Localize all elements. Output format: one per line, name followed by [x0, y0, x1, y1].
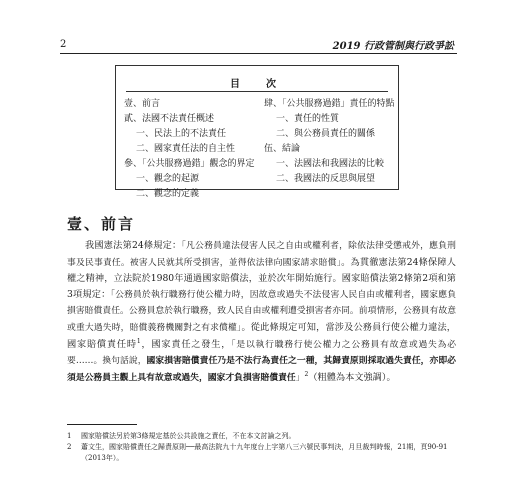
footnote-number: 2: [67, 443, 72, 451]
toc-entry: 貳、法國不法責任概述: [124, 114, 215, 124]
constitution-quote: 「凡公務員違法侵害人民之自由或權利者，除依法律受懲戒外，應負刑事及民事責任。被害人民就其所受損害，並得依法律向國家請求賠償」: [67, 241, 456, 268]
toc-entry: 二、觀念的定義: [136, 189, 200, 199]
toc-entry: 一、觀念的起源: [136, 174, 200, 184]
emphasized-quote: 國家損害賠償責任乃是不法行為責任之一種，其歸責原則採取過失責任，亦即必須是公務員主觀上具有故意或過失，國家才負損害賠償責任: [67, 356, 456, 383]
body-text: （粗體為本文強調）。: [308, 371, 396, 383]
toc-entry: 二、我國法的反思與展望: [276, 174, 376, 184]
toc-entry: 肆、「公共服務過錯」責任的特點: [264, 99, 395, 109]
body-paragraph: [67, 238, 456, 386]
toc-entry: 一、法國法和我國法的比較: [276, 159, 385, 169]
statute-quote: 「公務員於執行職務行使公權力時，因故意或過失不法侵害人民自由或權利者，國家應負損害賠償責任。公務員怠於執行職務，致人民自由或權利遭受損害者亦同。前項情形，公務員有故意或重大過失時，賠償義務機關對之有求償權」: [67, 289, 456, 333]
footnote-rule: [67, 424, 137, 425]
toc-entry: 一、責任的性質: [276, 114, 340, 124]
toc-entry: 參、「公共服務過錯」觀念的界定: [124, 159, 255, 169]
table-of-contents: [115, 65, 399, 199]
toc-divider: [126, 91, 388, 92]
footnote-number: 1: [67, 432, 72, 440]
footnote-text: 蕭文生，國家賠償責任之歸責原則──最高法院九十九年度台上字第八三六號民事判決，月旦裁判時報，21期，頁90-91（2013年）。: [81, 443, 448, 462]
body-text: 。為貫徹憲法第24條保障人權之精神，立法院於1980年通過國家賠償法，並於次年開始施行。國家賠償法第2條第2項和第3項規定：: [67, 256, 456, 300]
body-text: 我國憲法第24條規定：: [85, 240, 182, 251]
header-rule: [60, 53, 457, 54]
footnote: [67, 431, 457, 442]
body-text: 。從此條規定可知，當涉及公務員行使公權力違法，國家賠償責任時: [67, 321, 456, 350]
toc-left-column: [124, 97, 259, 202]
footnote: [67, 442, 457, 464]
footnote-text: 國家賠償法另於第3條規定基於公共設施之責任，不在本文討論之列。: [81, 432, 296, 440]
toc-entry: 伍、結論: [264, 144, 301, 154]
toc-entry: 壹、前言: [124, 99, 161, 109]
section-heading: 壹、前言: [67, 215, 136, 233]
toc-right-column: [264, 97, 394, 187]
running-head: 2019 行政管制與行政爭訟: [332, 41, 454, 52]
citation-quote: 「是以執行職務行使公權力之公務員有故意或過失為必要……。換句話說，: [67, 339, 457, 367]
citation-quote-end: 」: [295, 372, 305, 383]
toc-entry: 二、與公務員責任的關係: [276, 129, 376, 139]
toc-entry: 二、國家責任法的自主性: [136, 144, 236, 154]
toc-title: 目 次: [230, 79, 284, 90]
body-text: ，國家責任之發生，: [140, 338, 232, 350]
footnote-ref: 2: [304, 370, 309, 378]
page-number: 2: [60, 39, 67, 50]
footnote-ref: 1: [136, 337, 141, 345]
footnotes: [67, 431, 457, 464]
toc-entry: 一、民法上的不法責任: [136, 129, 227, 139]
